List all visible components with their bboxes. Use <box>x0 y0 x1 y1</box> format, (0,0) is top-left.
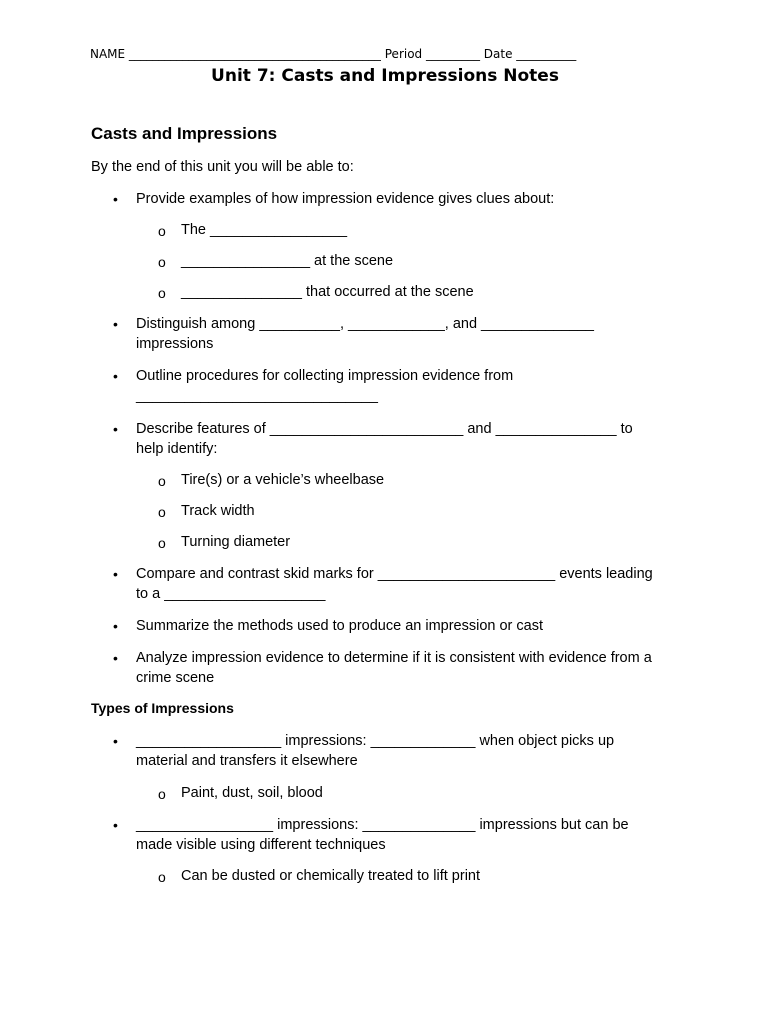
clue-item-2: ________________ at the scene <box>181 253 394 269</box>
bullet-marker: • <box>113 733 118 749</box>
type-1-line-1: __________________ impressions: _____________ when object picks up <box>136 733 615 749</box>
type-1-example: Paint, dust, soil, blood <box>181 785 323 801</box>
bullet-marker: • <box>113 566 118 582</box>
type-1-line-2: material and transfers it elsewhere <box>136 753 358 769</box>
objective-6-line-1: Summarize the methods used to produce an impression or cast <box>136 618 544 634</box>
sub-bullet-marker: o <box>158 504 166 520</box>
objective-5-line-1: Compare and contrast skid marks for ______________________ events leading <box>136 566 653 582</box>
bullet-marker: • <box>113 817 118 833</box>
objective-2-line-1: Distinguish among __________, ____________, and ______________ <box>136 316 594 332</box>
type-2-example: Can be dusted or chemically treated to lift print <box>181 868 481 884</box>
objective-1-line-1: Provide examples of how impression evidence gives clues about: <box>136 191 555 207</box>
bullet-marker: • <box>113 618 118 634</box>
page-title: Unit 7: Casts and Impressions Notes <box>211 66 559 86</box>
types-heading: Types of Impressions <box>91 700 234 716</box>
sub-bullet-marker: o <box>158 254 166 270</box>
objective-3-line-2: ______________________________ <box>136 388 378 404</box>
sub-bullet-marker: o <box>158 869 166 885</box>
objective-2-line-2: impressions <box>136 336 214 352</box>
identify-item-2: Track width <box>181 503 255 519</box>
bullet-marker: • <box>113 368 118 384</box>
sub-bullet-marker: o <box>158 535 166 551</box>
objective-5-line-2: to a ____________________ <box>136 586 326 602</box>
objective-7-line-1: Analyze impression evidence to determine if it is consistent with evidence from a <box>136 650 652 666</box>
objective-3-line-1: Outline procedures for collecting impression evidence from <box>136 368 514 384</box>
clue-item-1: The _________________ <box>181 222 348 238</box>
bullet-marker: • <box>113 191 118 207</box>
clue-item-3: _______________ that occurred at the scene <box>181 284 474 300</box>
sub-bullet-marker: o <box>158 473 166 489</box>
bullet-marker: • <box>113 650 118 666</box>
identify-item-3: Turning diameter <box>181 534 291 550</box>
objective-7-line-2: crime scene <box>136 670 215 686</box>
type-2-line-1: _________________ impressions: ______________ impressions but can be <box>136 817 629 833</box>
objective-4-line-2: help identify: <box>136 441 218 457</box>
sub-bullet-marker: o <box>158 786 166 802</box>
bullet-marker: • <box>113 316 118 332</box>
name-period-date-line: NAME __________________________________________ Period _________ Date __________ <box>90 47 577 61</box>
section-heading: Casts and Impressions <box>91 124 278 143</box>
objective-4-line-1: Describe features of ________________________ and _______________ to <box>136 421 633 437</box>
type-2-line-2: made visible using different techniques <box>136 837 386 853</box>
sub-bullet-marker: o <box>158 285 166 301</box>
sub-bullet-marker: o <box>158 223 166 239</box>
intro-text: By the end of this unit you will be able to: <box>91 159 354 175</box>
identify-item-1: Tire(s) or a vehicle’s wheelbase <box>181 472 385 488</box>
bullet-marker: • <box>113 421 118 437</box>
